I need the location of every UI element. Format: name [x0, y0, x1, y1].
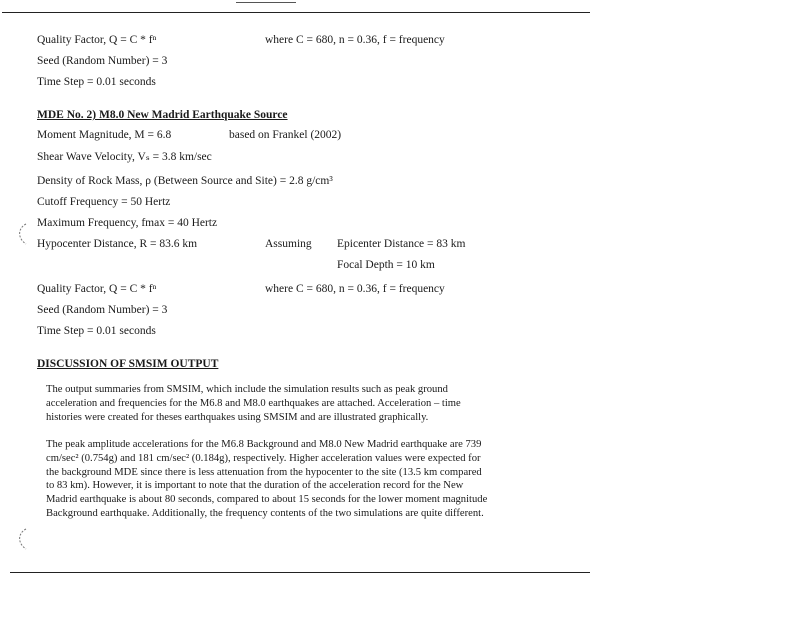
mde2-density: Density of Rock Mass, ρ (Between Source and Site) = 2.8 g/cm³ [37, 175, 333, 187]
mde2-epicenter: Epicenter Distance = 83 km [337, 238, 466, 250]
mde2-quality-factor: Quality Factor, Q = C * fⁿ [37, 283, 157, 295]
paragraph-line: acceleration and frequencies for the M6.8 and M8.0 earthquakes are attached. Acceleration – time [46, 397, 461, 409]
paragraph-line: to 83 km). However, it is important to note that the duration of the acceleration record for the New [46, 480, 464, 492]
top-seed: Seed (Random Number) = 3 [37, 55, 168, 67]
top-quality-where: where C = 680, n = 0.36, f = frequency [265, 34, 445, 46]
bottom-rule [10, 572, 590, 573]
mde2-max-freq: Maximum Frequency, fmax = 40 Hertz [37, 217, 218, 229]
paragraph-line: The peak amplitude accelerations for the M6.8 Background and M8.0 New Madrid earthquake are 739 [46, 439, 482, 450]
paragraph-line: The output summaries from SMSIM, which include the simulation results such as peak ground [46, 384, 448, 395]
mde2-heading: MDE No. 2) M8.0 New Madrid Earthquake Source [37, 109, 288, 121]
mde2-hypocenter: Hypocenter Distance, R = 83.6 km [37, 238, 198, 250]
discussion-paragraph-1 [46, 383, 461, 424]
mde2-time-step: Time Step = 0.01 seconds [37, 325, 156, 337]
top-scan-fragment [236, 2, 296, 3]
top-rule [2, 12, 590, 13]
mde2-moment-magnitude: Moment Magnitude, M = 6.8 [37, 129, 172, 141]
mde2-focal-depth: Focal Depth = 10 km [337, 259, 435, 271]
paragraph-line: cm/sec² (0.754g) and 181 cm/sec² (0.184g), respectively. Higher acceleration values were expected for [46, 452, 481, 464]
discussion-heading: DISCUSSION OF SMSIM OUTPUT [37, 358, 219, 370]
punch-hole-mark-upper [14, 222, 30, 246]
mde2-shear-wave: Shear Wave Velocity, Vₛ = 3.8 km/sec [37, 151, 212, 163]
top-quality-factor: Quality Factor, Q = C * fⁿ [37, 34, 157, 46]
paragraph-line: Background earthquake. Additionally, the frequency contents of the two simulations are quite different. [46, 507, 484, 519]
mde2-assuming: Assuming [265, 238, 312, 250]
top-time-step: Time Step = 0.01 seconds [37, 76, 156, 88]
mde2-quality-where: where C = 680, n = 0.36, f = frequency [265, 283, 445, 295]
paragraph-line: the background MDE since there is less attenuation from the hypocenter to the site (13.5 km compared [46, 466, 482, 478]
mde2-cutoff: Cutoff Frequency = 50 Hertz [37, 196, 171, 208]
punch-hole-mark-lower [14, 527, 30, 551]
mde2-seed: Seed (Random Number) = 3 [37, 304, 168, 316]
paragraph-line: histories were created for theses earthquakes using SMSIM and are illustrated graphically. [46, 411, 429, 423]
discussion-paragraph-2 [46, 438, 487, 521]
paragraph-line: Madrid earthquake is about 80 seconds, compared to about 15 seconds for the lower moment magnitude [46, 494, 488, 506]
mde2-moment-basis: based on Frankel (2002) [229, 129, 342, 141]
